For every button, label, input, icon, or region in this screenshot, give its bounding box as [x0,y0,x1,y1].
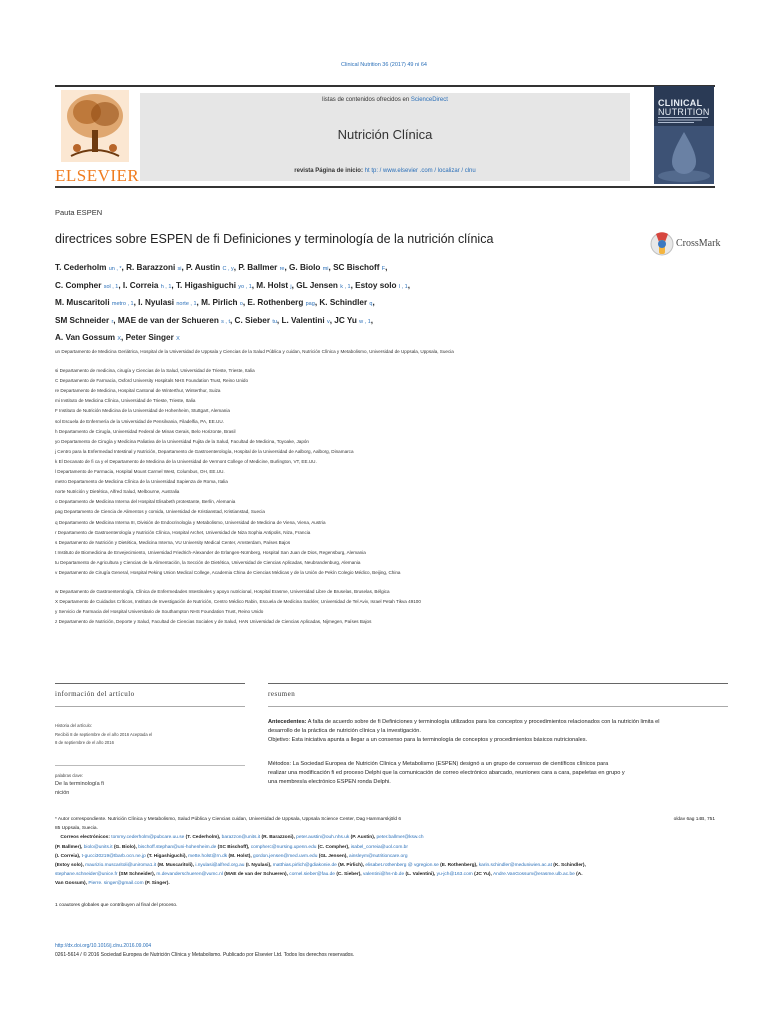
email-link[interactable]: bischoff.stephan@uni-hohenheim.de [138,844,217,850]
abstract-sub-rule [268,706,728,707]
abstract-objective-label: Objetivo: [268,737,291,744]
author-affil-marker[interactable]: metro , 1 [111,301,134,307]
affiliation: sol Escuela de Enfermería de la Universidad de Pensilvania, Filadelfia, PA, EE.UU. [55,418,224,424]
email-owner: (C. Sieber), [336,872,362,878]
author-name[interactable]: , I. Correia [118,280,159,290]
email-owner: (L. Valentini), [405,872,436,878]
email-link[interactable]: yu-jch@163.com [436,872,473,878]
email-owner: (JC Yu), [474,872,492,878]
email-owner: (I. Correia), [55,853,81,859]
abstract-methods-cont: una membresía electrónico ESPEN ronda Delphi. [268,779,391,786]
email-line [55,843,725,852]
email-link[interactable]: biolo@units.it [83,844,113,850]
email-owner: (Estoy solo), [55,863,84,869]
author-line [55,330,675,348]
author-affil-marker[interactable]: s , t [221,318,230,325]
elsevier-wordmark: ELSEVIER [55,166,140,185]
abstract-methods-label: Métodos: [268,760,292,767]
affiliation: r Departamento de Gastroenterología y Nutrición Clínica, Hospital Archet, Universidad de Niza Sophia Antipolis, Niza, Francia [55,529,311,535]
email-owner: (C. Compher), [317,844,350,850]
keywords-rule [55,765,245,766]
footnotes [55,815,725,910]
affiliation: y Servicio de Farmacia del Hospital Universitario de Southampton NHS Foundation Trust, Reino Unido [55,609,264,615]
elsevier-logo[interactable] [55,90,140,185]
keyword: De la terminología fi [55,781,104,787]
journal-cover[interactable] [654,86,714,184]
author-affil-marker[interactable]: re [279,266,285,272]
email-link[interactable]: cornel.sieber@fau.de [289,872,335,878]
email-link[interactable]: m.devanderschueren@vumc.nl [156,872,223,878]
article-history [55,722,245,748]
email-owner: (P. Ballmer), [55,844,83,850]
author-name[interactable]: , K. Schindler [314,298,368,307]
author-name[interactable]: , L. Valentini [276,315,325,325]
abstract-spacer [268,746,728,760]
author-affil-marker[interactable]: un , * [108,266,122,272]
author-name[interactable]: , Peter Singer [121,333,174,342]
email-line [55,879,725,888]
author-name[interactable]: C. Compher [55,280,102,290]
author-affil-marker[interactable]: h , 1 [160,283,172,290]
history-line: 8 de septiembre de el año 2016 [55,740,114,745]
abstract-objective-text: Esta iniciativa apunta a llegar a un consenso para la terminología de conceptos y procedimientos básicos nutricionales. [291,737,588,744]
email-owner: (I. Nyulasi), [245,863,272,869]
email-link[interactable]: compherc@nursing.upenn.edu [250,844,317,850]
keywords-block [55,772,245,798]
affiliation: z Departamento de Nutrición, Deporte y Salud, Facultad de Ciencias Sociales y de Salud, HAN Universidad de Ciencias Aplicadas, Nijmegen, Países Bajos [55,619,372,625]
author-list [55,260,675,348]
author-name[interactable]: , T. Higashiguchi [171,280,237,290]
affiliation: k El Decanato de fi ca y el Departamento de Medicina de la Universidad de Vermont College of Medicine, Burlington, VT, EE.UU. [55,458,317,464]
email-link[interactable]: Andre.VanGossum@erasme.ulb.ac.be [492,872,575,878]
affiliation: yo Departamento de Cirugía y Medicina Paliativa de la Universidad Fujita de la Salud, Facultad de Medicina, Toyoake, Japón [55,438,309,444]
author-affil-marker[interactable]: pag [305,301,315,307]
email-owner: (K. Schindler), [553,863,586,869]
email-owner: (M. Pirlich), [338,863,365,869]
email-owner: (GL Jensen), [318,853,348,859]
email-owner: (E. Rothenberg), [440,863,478,869]
article-info-heading: información del artículo [55,690,135,698]
email-link[interactable]: ainsleym@nutritioncare.org [349,853,408,859]
email-owner: (T. Cederholm), [185,835,221,841]
author-name[interactable]: , P. Austin [181,263,221,272]
header-top-rule [55,85,715,87]
author-affil-marker[interactable]: sol , 1 [103,283,119,290]
affiliation: tu Departamento de Agricultura y Ciencias de la Alimentación, la Sección de Dietética, Universidad de Ciencias Aplicadas, Neubrandenburg, Alemania [55,559,361,565]
journal-name: Nutrición Clínica [337,127,433,142]
abstract-methods [268,760,728,769]
abstract-body [268,718,728,787]
affiliation: h Departamento de Cirugía, Universidad Federal de Minas Gerais, Belo Horizonte, Brasil [55,428,236,434]
email-link[interactable]: valentini@hs-nb.de [362,872,405,878]
email-owner: (R. Barazzoni), [261,835,295,841]
affiliation: q Departamento de Medicina Interna III, División de Endocrinología y Metabolismo, Universidad de Medicina de Viena, Viena, Austria [55,519,326,525]
email-owner: (T. Higashiguchi), [147,853,187,859]
email-owner: (A. [576,872,583,878]
email-link[interactable]: karin.schindler@meduniwien.ac.at [478,863,552,869]
email-owner: (M. Holst), [228,853,252,859]
author-name[interactable]: T. Cederholm [55,263,107,272]
author-name[interactable]: SM Schneider [55,315,110,325]
author-affil-marker[interactable]: X [176,336,180,342]
affiliation: l Departamento de Farmacia, Hospital Mount Carmel West, Columbus, OH, EE.UU. [55,469,225,475]
author-name[interactable]: M. Muscaritoli [55,298,110,307]
email-link[interactable]: Pierre. singer@gmail.com [88,881,144,887]
affiliation: un Departamento de Medicina Geriátrica, Hospital de la Universidad de Uppsala y Ciencias de la Salud Pública y cuidan, Nutrición Clínica y Metabolismo, Universidad de Uppsala, Uppsala, Suecia [55,349,454,354]
abstract-objective [268,736,728,745]
journal-header-panel [140,93,630,181]
author-name[interactable]: , SC Bischoff [328,263,380,272]
affiliation: si Departamento de medicina, cirugía y Ciencias de la Salud, Universidad de Trieste, Trieste, Italia [55,368,255,374]
abstract-background-label: Antecedentes: [268,719,307,725]
author-name[interactable]: , M. Pirlich [196,298,238,307]
sciencedirect-link[interactable]: ScienceDirect [410,97,448,103]
keywords-label: palabras clave: [55,773,84,778]
article-info-top-rule [55,683,245,684]
affiliation: w Departamento de Gastroenterología, Clínica de Enfermedades Intestinales y apoyo nutricional, Hospital Erasme, Universidad Libre de Bruselas, Bruselas, Bélgica [55,589,390,595]
author-separator: , [385,263,388,272]
author-name[interactable]: , E. Rothenberg [242,298,304,307]
article-type: Pauta ESPEN [55,208,103,217]
contents-line [140,97,630,103]
cover-title-1: CLINICAL [658,98,703,108]
email-owner: (M. Muscaritoli), [157,863,194,869]
author-affil-marker[interactable]: k , 1 [340,283,351,290]
affiliation: re Departamento de Medicina, Hospital Cantonal de Winterthur, Winterthur, Suiza [55,388,221,394]
author-name[interactable]: , M. Holst [251,280,289,290]
author-affil-marker[interactable]: norte , 1 [176,301,197,307]
doi-link[interactable]: http://dx.doi.org/10.1016/j.clnu.2016.09.004 [55,943,152,949]
cover-title-2: NUTRITION [658,107,710,117]
emails-label: Correos electrónicos: [60,835,110,841]
author-name[interactable]: , P. Ballmer [233,263,278,272]
author-line [55,313,675,331]
email-owner: (P. Austin), [350,835,376,841]
email-owner: (SC Bischoff), [217,844,250,850]
homepage-link[interactable]: ht tp: / www.elsevier .com / localizar / clnu [364,168,476,174]
abstract-background [268,718,728,727]
coauthors-note: 1 coautores globales que contribuyen al final del proceso. [55,902,178,908]
corresponding-author-cont: oldav 6ag 14B, 751 [673,817,715,822]
corresponding-author-city: 85 Uppsala, Suecia. [55,826,98,832]
email-owner: Van Gossum), [55,881,87,887]
abstract-methods-cont: realizar una modificación fi ed proceso Delphi que la comunicación de correo electrónico abarcado, reuniones cara a cara, papeletas en grupo y [268,769,625,776]
author-affil-marker[interactable]: w , 1 [359,318,371,325]
author-name[interactable]: , MAE de van der Schueren [113,315,219,325]
author-affil-marker[interactable]: v [326,318,330,325]
author-separator: , [407,280,410,290]
author-affil-marker[interactable]: o [239,301,243,307]
email-link[interactable]: mette.holst@rn.dk [188,853,228,859]
author-name[interactable]: , Estoy solo [350,280,397,290]
article-title: directrices sobre ESPEN de fi Definiciones y terminología de la nutrición clínica [55,232,494,246]
affiliation: F Instituto de Nutrición Medicina de la Universidad de Hohenheim, Stuttgart, Alemania [55,408,230,414]
abstract-top-rule [268,683,728,684]
email-link[interactable]: t-gucci30219@tbarb.ocn.ne.jp [81,853,146,859]
author-name[interactable]: A. Van Gossum [55,333,116,342]
email-link[interactable]: peter.austin@ouh.nhs.uk [296,835,350,841]
email-link[interactable]: gordon.jensen@med.uvm.edu [253,853,318,859]
email-link[interactable]: matthias.pirlich@gdiakonie.de [272,863,337,869]
affiliation: t Instituto de Biomedicina de Envejecimiento, Universidad Friedrich-Alexander de Erlangen-Nürnberg, Hospital San Juan de Dios, Regensburg, Alemania [55,549,366,555]
keyword: nición [55,790,70,796]
abstract-heading: resumen [268,690,296,698]
author-name[interactable]: , JC Yu [329,315,357,325]
email-owner: (P. Singer). [144,881,170,887]
email-owner: (SM Schneider), [118,872,156,878]
email-line [55,870,725,879]
email-link[interactable]: maurizio.muscaritoli@uniroma1.it [85,863,157,869]
corresponding-author-note [55,815,725,824]
email-owner: (G. Biolo), [113,844,137,850]
author-line [55,260,675,278]
cover-artwork [654,126,714,184]
author-line [55,295,675,313]
affiliation: s Departamento de Nutrición y Dietética, Medicina Interna, VU University Medical Center, Amsterdam, Países Bajos [55,539,291,545]
affiliation: o Departamento de Medicina Interna del Hospital Elisabeth protestante, Berlín, Alemania [55,499,236,505]
email-line [55,833,725,842]
email-link[interactable]: barazzon@units.it [221,835,261,841]
affiliation: pag Departamento de Ciencia de Alimentos y comida, Universidad de Kristianstad, Kristianstad, Suecia [55,509,265,515]
author-name[interactable]: , GL Jensen [291,280,338,290]
author-name[interactable]: , C. Sieber [230,315,271,325]
author-affil-marker[interactable]: l , 1 [398,283,408,290]
abstract-background-cont: desarrollo de la práctica de nutrición clínica y la investigación. [268,728,421,735]
author-affil-marker[interactable]: tu [272,318,277,325]
author-name[interactable]: , I. Nyulasi [133,298,175,307]
affiliation: norte Nutrición y Dietética, Alfred Salud, Melbourne, Australia [55,489,180,495]
author-affil-marker[interactable]: C , y [222,266,234,272]
history-line: Recibió 8 de septiembre de el año 2016 Aceptada el [55,731,153,737]
homepage-prefix: revista Página de inicio: [294,168,363,174]
corresponding-author-text: * Autor correspondiente. Nutrición Clínica y Metabolismo, Salud Pública y Ciencias cuidan, Universidad de Uppsala, Uppsala Science Center, Dag Hammarskjöld 6 [55,817,402,822]
elsevier-tree-icon [61,90,129,162]
affiliation: metro Departamento de Medicina Clínica de la Universidad Sapienza de Roma, Italia [55,479,228,485]
email-owner: (MAE de van der Schueren), [224,872,288,878]
homepage-line [140,168,630,174]
author-affil-marker[interactable]: mi [322,266,329,272]
email-link[interactable]: stephane.schneider@unice.fr [55,872,118,878]
author-affil-marker[interactable]: yo , 1 [238,283,252,290]
crossmark-label: CrossMark [676,238,721,249]
author-affil-marker[interactable]: q [369,301,373,307]
cover-subtitle-lines [658,117,710,123]
affiliation: X Departamento de Cuidados Críticos, Instituto de Investigación de Nutrición, Centro Médico Rabin, Escuela de Medicina Sackler, Universidad de Tel Aviv, Israel Petah Tikva 49100 [55,599,421,605]
crossmark-icon [650,230,674,260]
affiliation: v Departamento de Cirugía General, Hospital Peking Union Medical College, Academia China de Ciencias Médicas y de la Unión de Pekín Colegio Médico, Beijing, China [55,569,401,575]
history-line: Historia del artículo: [55,723,93,728]
author-affil-marker[interactable]: si [177,266,182,272]
email-link[interactable]: isabel_correia@uol.com.br [350,844,408,850]
email-link[interactable]: peter.ballmer@ksw.ch [376,835,424,841]
header-bottom-rule [55,186,715,188]
email-line [55,861,725,870]
abstract-methods-text: La Sociedad Europea de Nutrición Clínica y Metabolismo (ESPEN) designó a un grupo de consenso de científicos clínicos para [292,760,609,767]
author-affil-marker[interactable]: X [117,336,122,342]
affiliation: j Centro para la Enfermedad Intestinal y Nutrición, Departamento de Gastroenterología, Hospital de la Universidad de Aalborg, Aalborg, Dinamarca [55,448,354,454]
affiliation: mi Instituto de Medicina Clínica, Universidad de Trieste, Trieste, Italia [55,398,196,404]
email-link[interactable]: i.nyulasi@alfred.org.au [195,863,245,869]
author-separator: , [372,298,375,307]
author-name[interactable]: , R. Barazzoni [121,263,176,272]
contents-prefix: listas de contenidos ofrecidos en [322,97,410,103]
author-name[interactable]: , G. Biolo [284,263,321,272]
email-link[interactable]: tommy.cederholm@pubcare.uu.se [111,835,185,841]
abstract-background-text: A falta de acuerdo sobre de fi Definiciones y terminología utilizados para los conceptos y procedimientos relacionados con la nutrición limita el [307,719,660,725]
author-affil-marker[interactable]: F [381,266,386,272]
article-info-sub-rule [55,706,245,707]
journal-citation[interactable]: Clinical Nutrition 36 (2017) 49 ni 64 [341,62,427,68]
affiliation: C Departamento de Farmacia, Oxford University Hospitals NHS Foundation Trust, Reino Unido [55,378,249,384]
author-line [55,278,675,296]
author-affil-marker[interactable]: j [290,283,292,290]
email-line [55,852,725,861]
copyright-line: 0261-5614 / © 2016 Sociedad Europea de Nutrición Clínica y Metabolismo. Publicado por Elsevier Ltd. Todos los derechos reservados. [55,952,355,958]
author-separator: , [370,315,374,325]
author-affil-marker[interactable]: r [111,318,114,325]
affiliation-list [55,347,735,627]
crossmark-badge[interactable] [650,228,730,264]
email-link[interactable]: elisabet.rothenberg @ vgregion.se [365,863,439,869]
